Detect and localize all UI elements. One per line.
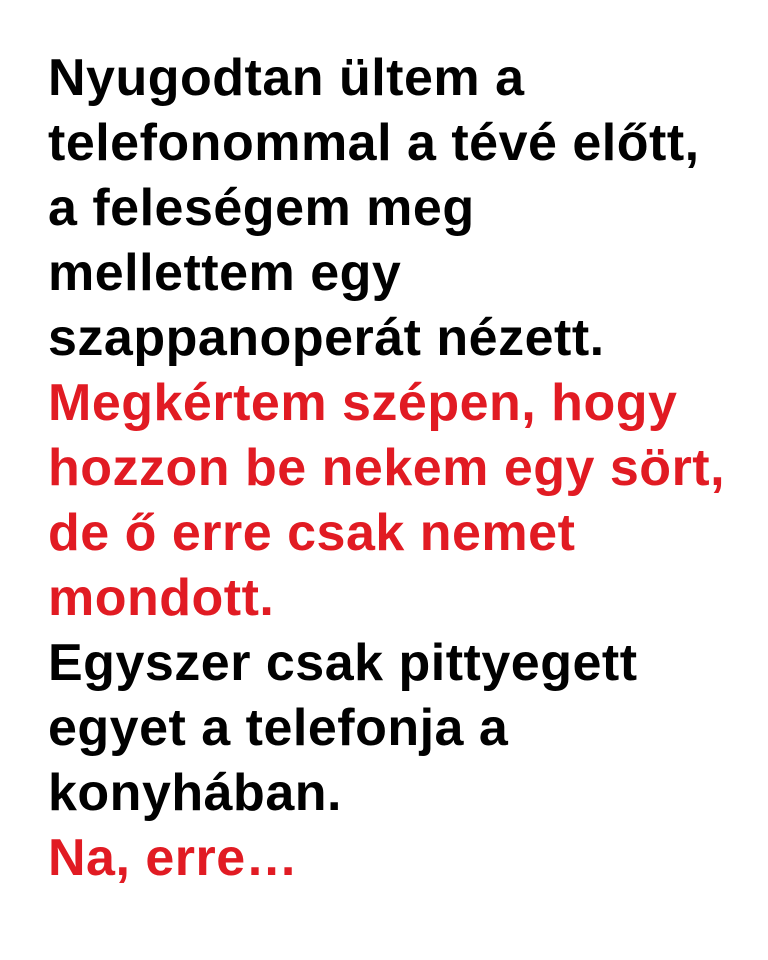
text-line: a feleségem meg <box>48 179 475 237</box>
text-line: telefonommal a tévé előtt, <box>48 114 700 172</box>
text-line: Egyszer csak pittyegett <box>48 634 638 692</box>
text-line: de ő erre csak nemet <box>48 504 576 562</box>
text-line: mondott. <box>48 569 275 627</box>
text-line: Nyugodtan ültem a <box>48 49 525 107</box>
text-line: konyhában. <box>48 764 342 822</box>
text-line: Megkértem szépen, hogy <box>48 374 678 432</box>
text-line: mellettem egy <box>48 244 402 302</box>
text-line: Na, erre… <box>48 829 299 887</box>
text-line: hozzon be nekem egy sört, <box>48 439 726 497</box>
joke-text-block <box>48 46 732 891</box>
text-line: szappanoperát nézett. <box>48 309 605 367</box>
text-line: egyet a telefonja a <box>48 699 509 757</box>
